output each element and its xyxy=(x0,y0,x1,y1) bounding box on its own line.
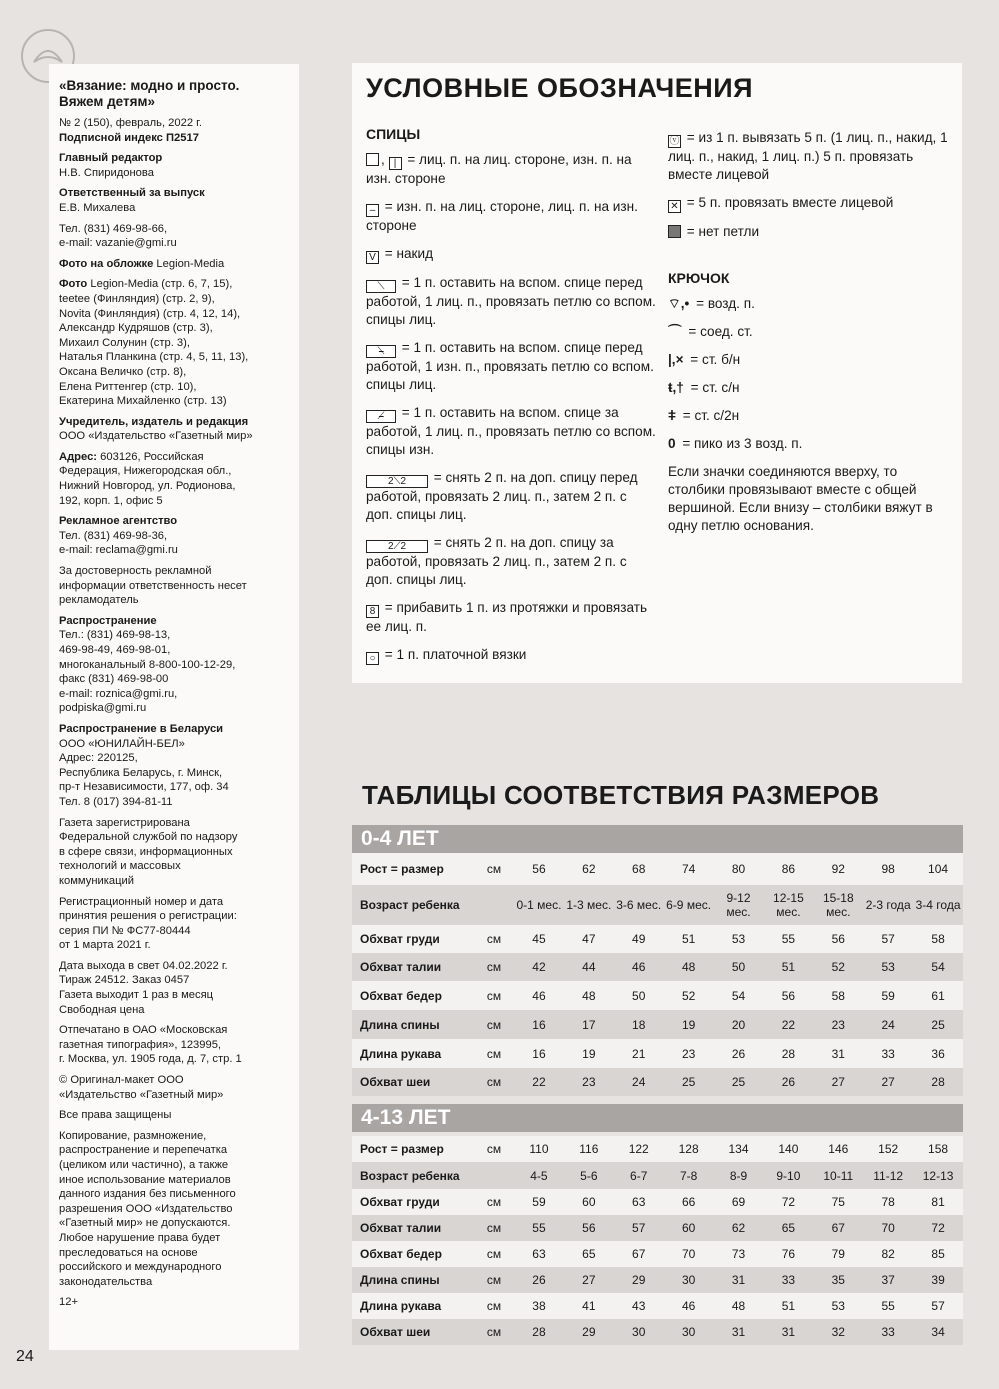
value-cell: 70 xyxy=(881,1221,895,1235)
value-cell: 3-6 мес. xyxy=(616,898,662,912)
value-cell: 31 xyxy=(781,1325,796,1339)
value-cell: 72 xyxy=(781,1195,796,1209)
row-label: Возраст ребенка xyxy=(360,898,460,912)
row-label: Длина рукава xyxy=(360,1299,442,1313)
value-cell: 53 xyxy=(731,932,746,946)
legend-item-text: = 1 п. оставить на вспом. спице перед работой, 1 лиц. п., провязать петлю со вспом. спицы лиц. xyxy=(366,275,656,327)
value-cell: 152 xyxy=(878,1142,899,1156)
legend-item-text: = снять 2 п. на доп. спицу перед работой, провязать 2 лиц. п., затем 2 п. с доп. спицы лиц. xyxy=(366,470,638,522)
value-cell: 15-18 мес. xyxy=(822,891,854,919)
legend-item-text: = изн. п. на лиц. стороне, лиц. п. на изн. стороне xyxy=(366,199,638,233)
table-row xyxy=(352,981,963,1010)
value-cell: 6-7 xyxy=(630,1168,648,1183)
value-cell: 43 xyxy=(632,1299,646,1313)
chart-symbol-icon: 2⟍2 xyxy=(366,475,428,488)
value-cell: 78 xyxy=(881,1195,895,1209)
value-cell: 12-13 xyxy=(922,1168,954,1183)
value-cell: 12-15 мес. xyxy=(773,891,804,919)
value-cell: 48 xyxy=(731,1299,746,1313)
crochet-symbol-icon: 0 xyxy=(668,436,676,451)
printed-at: Отпечатано в ОАО «Московская газетная типография», 123995, г. Москва, ул. 1905 года, д. 7, стр. 1 xyxy=(59,1024,242,1066)
value-cell: 32 xyxy=(831,1325,845,1339)
value-cell: 58 xyxy=(831,988,845,1003)
value-cell: 57 xyxy=(931,1299,945,1313)
value-cell: 55 xyxy=(781,932,796,946)
value-cell: 70 xyxy=(681,1247,696,1261)
value-cell: 110 xyxy=(529,1142,549,1156)
value-cell: 69 xyxy=(731,1195,746,1209)
crochet-item-text: = соед. ст. xyxy=(684,324,753,339)
legend-item xyxy=(668,223,948,241)
value-cell: 28 xyxy=(532,1325,546,1339)
value-cell: 9-10 xyxy=(776,1168,801,1183)
value-cell: 73 xyxy=(731,1247,746,1261)
legend-item-text: = лиц. п. на лиц. стороне, изн. п. на изн. стороне xyxy=(366,152,632,186)
table-row xyxy=(352,1068,963,1096)
chart-symbol-icon xyxy=(366,153,379,166)
size-table-0-4 xyxy=(352,853,963,1096)
value-cell: 26 xyxy=(532,1273,546,1287)
table-row xyxy=(352,885,963,925)
value-cell: 18 xyxy=(632,1017,646,1032)
chart-symbol-icon: ⟋̶ xyxy=(366,410,396,423)
value-cell: 17 xyxy=(582,1017,596,1032)
crochet-symbol-icon: ŧ,† xyxy=(668,380,684,395)
age-rating: 12+ xyxy=(59,1296,78,1309)
founder: Учредитель, издатель и редакция ООО «Издательство «Газетный мир» xyxy=(59,415,253,443)
editor-contacts: Тел. (831) 469-98-66, e-mail: vazanie@gmi.ru xyxy=(59,222,177,250)
legend-item-text: = 5 п. провязать вместе лицевой xyxy=(683,195,894,210)
value-cell: 80 xyxy=(731,862,746,876)
value-cell: 48 xyxy=(582,988,596,1003)
value-cell: 28 xyxy=(931,1075,945,1089)
value-cell: 122 xyxy=(628,1142,649,1156)
unit-cell: см xyxy=(486,1075,502,1089)
value-cell: 19 xyxy=(681,1017,696,1032)
chart-symbol-icon xyxy=(668,225,681,238)
table-row xyxy=(352,925,963,953)
value-cell: 92 xyxy=(831,862,845,876)
value-cell: 26 xyxy=(731,1046,746,1061)
crochet-item-text: = ст. с/н xyxy=(686,380,740,395)
value-cell: 24 xyxy=(632,1075,646,1089)
table-row xyxy=(352,1215,963,1241)
crochet-symbol-icon: ⌔,• xyxy=(668,296,690,311)
value-cell: 49 xyxy=(632,932,646,946)
value-cell: 9-12 мес. xyxy=(726,891,751,919)
row-label: Обхват груди xyxy=(360,1195,440,1209)
unit-cell: см xyxy=(486,988,502,1003)
value-cell: 58 xyxy=(931,932,945,946)
separator: , xyxy=(381,152,389,167)
sizes-title: ТАБЛИЦЫ СООТВЕТСТВИЯ РАЗМЕРОВ xyxy=(362,780,880,810)
value-cell: 31 xyxy=(731,1325,746,1339)
value-cell: 56 xyxy=(781,988,796,1003)
value-cell: 30 xyxy=(681,1325,696,1339)
value-cell: 134 xyxy=(728,1142,749,1156)
registration-info: Газета зарегистрирована Федеральной службой по надзору в сфере связи, информационных технологий и массовых коммуникаций xyxy=(59,816,238,887)
value-cell: 20 xyxy=(731,1017,746,1032)
value-cell: 28 xyxy=(781,1046,796,1061)
unit-cell: см xyxy=(486,932,502,946)
ad-disclaimer: За достоверность рекламной информации ответственность несет рекламодатель xyxy=(59,565,247,607)
value-cell: 31 xyxy=(731,1273,746,1287)
value-cell: 51 xyxy=(781,1299,796,1313)
value-cell: 56 xyxy=(582,1221,596,1235)
ad-agency: Рекламное агентство Тел. (831) 469-98-36, e-mail: reclama@gmi.ru xyxy=(59,515,178,557)
value-cell: 56 xyxy=(831,932,845,946)
value-cell: 21 xyxy=(632,1046,646,1061)
row-label: Обхват шеи xyxy=(360,1075,431,1089)
row-label: Рост = размер xyxy=(360,862,444,876)
value-cell: 4-5 xyxy=(530,1168,548,1183)
crochet-symbol-icon: |,× xyxy=(668,352,684,367)
value-cell: 67 xyxy=(831,1221,845,1235)
value-cell: 29 xyxy=(632,1273,646,1287)
distribution: Распространение Тел.: (831) 469-98-13, 469-98-49, 469-98-01, многоканальный 8-800-100-12-29, факс (831) 469-98-00 e-mail: roznica@gmi.ru, podpiska@gmi.ru xyxy=(59,614,236,715)
legend-item xyxy=(366,245,656,264)
knit-header: СПИЦЫ xyxy=(366,126,421,142)
table-row xyxy=(352,1162,963,1189)
legend-item xyxy=(366,646,656,665)
row-label: Длина спины xyxy=(360,1017,440,1032)
value-cell: 54 xyxy=(931,960,945,974)
knit-items-right xyxy=(668,129,948,241)
chart-symbol-icon: V xyxy=(366,251,379,264)
value-cell: 66 xyxy=(681,1195,696,1209)
unit-cell: см xyxy=(486,1221,502,1235)
value-cell: 35 xyxy=(831,1273,845,1287)
table-row xyxy=(352,953,963,981)
chart-symbol-icon: – xyxy=(366,204,379,217)
value-cell: 6-9 мес. xyxy=(666,898,712,912)
value-cell: 59 xyxy=(881,988,895,1003)
unit-cell: см xyxy=(486,1017,502,1032)
value-cell: 37 xyxy=(881,1273,895,1287)
legend-item-text: = снять 2 п. на доп. спицу за работой, провязать 2 лиц. п., затем 2 п. с доп. спицы лиц. xyxy=(366,535,627,587)
value-cell: 38 xyxy=(532,1299,546,1313)
value-cell: 158 xyxy=(928,1142,949,1156)
value-cell: 56 xyxy=(532,862,546,876)
table-row xyxy=(352,1267,963,1293)
table-row xyxy=(352,1136,963,1162)
value-cell: 86 xyxy=(781,862,796,876)
value-cell: 85 xyxy=(931,1247,945,1261)
magazine-title: «Вязание: модно и просто. Вяжем детям» xyxy=(59,78,240,109)
value-cell: 57 xyxy=(881,932,895,946)
value-cell: 57 xyxy=(632,1221,646,1235)
legend-title: УСЛОВНЫЕ ОБОЗНАЧЕНИЯ xyxy=(366,73,754,103)
value-cell: 46 xyxy=(632,960,646,974)
copy-notice: Копирование, размножение, распространение и перепечатка (целиком или частично), а также иное использование материалов данного издания без письменного разрешения ООО «Издательство «Газетный мир» не допускаются. Любое нарушение права будет преследоваться на основе российского и международного законодательства xyxy=(59,1129,236,1288)
value-cell: 62 xyxy=(582,862,596,876)
value-cell: 16 xyxy=(532,1017,546,1032)
table-header-4-13: 4-13 ЛЕТ xyxy=(352,1104,963,1132)
value-cell: 39 xyxy=(931,1273,945,1287)
value-cell: 42 xyxy=(532,960,546,974)
value-cell: 10-11 xyxy=(823,1168,854,1183)
value-cell: 52 xyxy=(831,960,845,974)
unit-cell: см xyxy=(486,1247,502,1261)
registration-number: Регистрационный номер и дата принятия решения о регистрации: серия ПИ № ФС77-80444 от 1 марта 2021 г. xyxy=(59,895,237,952)
crochet-header: КРЮЧОК xyxy=(668,270,730,286)
value-cell: 60 xyxy=(582,1195,596,1209)
crochet-item xyxy=(668,323,948,341)
value-cell: 79 xyxy=(831,1247,845,1261)
value-cell: 8-9 xyxy=(729,1168,748,1183)
table-row xyxy=(352,1319,963,1345)
value-cell: 50 xyxy=(632,988,646,1003)
value-cell: 22 xyxy=(532,1075,546,1089)
value-cell: 59 xyxy=(532,1195,546,1209)
crochet-symbol-icon: ⌒ xyxy=(668,324,682,339)
value-cell: 72 xyxy=(931,1221,945,1235)
value-cell: 76 xyxy=(781,1247,796,1261)
chart-symbol-icon: 8 xyxy=(366,605,379,618)
value-cell: 44 xyxy=(582,960,596,974)
legend-item-text: = 1 п. оставить на вспом. спице за работой, 1 лиц. п., провязать петлю со вспом. спицы изн. xyxy=(366,405,656,457)
row-label: Длина рукава xyxy=(360,1046,442,1061)
crochet-item xyxy=(668,407,948,425)
unit-cell: см xyxy=(486,862,502,876)
responsible-editor: Ответственный за выпуск Е.В. Михалева xyxy=(59,187,205,214)
table-row xyxy=(352,853,963,885)
value-cell: 128 xyxy=(678,1142,699,1156)
chart-symbol-icon: | xyxy=(389,157,402,170)
value-cell: 22 xyxy=(781,1017,796,1032)
value-cell: 65 xyxy=(781,1221,796,1235)
value-cell: 60 xyxy=(681,1221,696,1235)
unit-cell: см xyxy=(486,1046,502,1061)
row-label: Обхват шеи xyxy=(360,1325,431,1339)
unit-cell xyxy=(474,1162,514,1189)
legend-item-text: = нет петли xyxy=(683,224,760,239)
value-cell: 7-8 xyxy=(679,1168,698,1183)
value-cell: 25 xyxy=(731,1075,746,1089)
value-cell: 81 xyxy=(931,1195,945,1209)
legend-item xyxy=(366,198,656,235)
crochet-item xyxy=(668,435,948,453)
knit-legend-left xyxy=(366,125,656,675)
legend-item xyxy=(366,534,656,589)
table-row xyxy=(352,1189,963,1215)
value-cell: 23 xyxy=(831,1017,845,1032)
chart-symbol-icon: ⟍ xyxy=(366,280,396,293)
value-cell: 63 xyxy=(532,1247,546,1261)
crochet-item-text: = возд. п. xyxy=(692,296,755,311)
legend-item-text: = прибавить 1 п. из протяжки и провязать ее лиц. п. xyxy=(366,600,648,634)
value-cell: 29 xyxy=(582,1325,596,1339)
crochet-item xyxy=(668,379,948,397)
address: Адрес: 603126, Российская Федерация, Нижегородская обл., Нижний Новгород, ул. Родионова, 192, корп. 1, офис 5 xyxy=(59,450,236,507)
crochet-note: Если значки соединяются вверху, то столбики провязывают вместе с общей вершиной. Если внизу – столбики вяжут в одну петлю основания. xyxy=(668,464,933,533)
imprint-column xyxy=(49,64,299,1350)
crochet-items xyxy=(668,295,948,453)
table-row xyxy=(352,1241,963,1267)
value-cell: 41 xyxy=(582,1299,596,1313)
legend-item xyxy=(366,469,656,524)
value-cell: 52 xyxy=(681,988,696,1003)
value-cell: 27 xyxy=(831,1075,845,1089)
value-cell: 82 xyxy=(881,1247,895,1261)
value-cell: 53 xyxy=(831,1299,845,1313)
crochet-item-text: = ст. с/2н xyxy=(678,408,740,423)
value-cell: 61 xyxy=(931,988,945,1003)
table-header-0-4: 0-4 ЛЕТ xyxy=(352,825,963,853)
unit-cell: см xyxy=(486,1195,502,1209)
crochet-item-text: = пико из 3 возд. п. xyxy=(678,436,803,451)
value-cell: 3-4 года xyxy=(915,898,961,912)
value-cell: 31 xyxy=(831,1046,845,1061)
value-cell: 55 xyxy=(532,1221,546,1235)
value-cell: 5-6 xyxy=(580,1168,598,1183)
issue-info: № 2 (150), февраль, 2022 г. Подписной индекс П2517 xyxy=(59,116,289,145)
unit-cell xyxy=(474,885,514,925)
legend-item xyxy=(366,404,656,459)
value-cell: 75 xyxy=(831,1195,845,1209)
legend-item xyxy=(366,274,656,329)
knit-items xyxy=(366,151,656,665)
value-cell: 55 xyxy=(881,1299,895,1313)
chart-symbol-icon: 2⟋2 xyxy=(366,540,428,553)
crochet-item xyxy=(668,351,948,369)
legend-item xyxy=(366,339,656,394)
chart-symbol-icon: ○ xyxy=(366,652,379,665)
value-cell: 98 xyxy=(881,862,895,876)
legend-panel xyxy=(352,63,962,683)
unit-cell: см xyxy=(486,1299,502,1313)
value-cell: 53 xyxy=(881,960,895,974)
legend-item xyxy=(668,129,948,184)
value-cell: 68 xyxy=(632,862,646,876)
value-cell: 67 xyxy=(632,1247,646,1261)
chart-symbol-icon: ⓥ xyxy=(669,136,680,147)
legend-right-column xyxy=(668,129,948,535)
value-cell: 11-12 xyxy=(873,1168,904,1183)
legend-item-text: = 1 п. платочной вязки xyxy=(381,647,527,662)
value-cell: 33 xyxy=(781,1273,796,1287)
value-cell: 26 xyxy=(781,1075,796,1089)
legend-item xyxy=(366,599,656,636)
unit-cell: см xyxy=(486,1325,502,1339)
table-row xyxy=(352,1039,963,1068)
value-cell: 34 xyxy=(931,1325,945,1339)
value-cell: 65 xyxy=(582,1247,596,1261)
row-label: Длина спины xyxy=(360,1273,440,1287)
legend-item-text: = накид xyxy=(381,246,434,261)
value-cell: 146 xyxy=(828,1142,849,1156)
value-cell: 30 xyxy=(632,1325,646,1339)
value-cell: 19 xyxy=(582,1046,596,1061)
row-label: Возраст ребенка xyxy=(360,1168,460,1183)
photo-credits: Фото Legion-Media (стр. 6, 7, 15), teetee (Финляндия) (стр. 2, 9), Novita (Финляндия) (стр. 4, 12, 14), Александр Кудряшов (стр. 3), Михаил Солунин (стр. 3), Наталья Планкина (стр. 4, 5, 11, 13), Оксана Величко (стр. 8), Елена Риттенгер (стр. 10), Екатерина Михайленко (стр. 13) xyxy=(59,278,249,408)
value-cell: 46 xyxy=(532,988,546,1003)
value-cell: 25 xyxy=(931,1017,945,1032)
legend-item-text: = из 1 п. вывязать 5 п. (1 лиц. п., накид, 1 лиц. п., накид, 1 лиц. п.) 5 п. провязать вместе лицевой xyxy=(668,130,948,182)
rights-reserved: Все права защищены xyxy=(59,1109,172,1122)
value-cell: 51 xyxy=(681,932,696,946)
chart-symbol-icon: ✕ xyxy=(668,200,681,213)
value-cell: 23 xyxy=(582,1075,596,1089)
value-cell: 63 xyxy=(632,1195,646,1209)
value-cell: 27 xyxy=(582,1273,596,1287)
value-cell: 74 xyxy=(681,862,696,876)
copyright: © Оригинал-макет ООО «Издательство «Газетный мир» xyxy=(59,1074,224,1101)
value-cell: 47 xyxy=(582,932,596,946)
unit-cell: см xyxy=(486,960,502,974)
value-cell: 116 xyxy=(579,1142,599,1156)
row-label: Рост = размер xyxy=(360,1142,444,1156)
chief-editor: Главный редактор Н.В. Спиридонова xyxy=(59,152,163,179)
subscription-index: Подписной индекс П2517 xyxy=(59,131,199,144)
value-cell: 104 xyxy=(928,862,949,876)
row-label: Обхват талии xyxy=(360,1221,442,1235)
value-cell: 62 xyxy=(731,1221,746,1235)
value-cell: 16 xyxy=(532,1046,546,1061)
unit-cell: см xyxy=(486,1142,502,1156)
table-row xyxy=(352,1010,963,1039)
print-info: Дата выхода в свет 04.02.2022 г. Тираж 24512. Заказ 0457 Газета выходит 1 раз в месяц Свободная цена xyxy=(59,959,228,1016)
crochet-item xyxy=(668,295,948,313)
value-cell: 46 xyxy=(681,1299,696,1313)
distribution-belarus: Распространение в Беларуси ООО «ЮНИЛАЙН-БЕЛ» Адрес: 220125, Республика Беларусь, г. Минск, пр-т Независимости, 177, оф. 34 Тел. 8 (017) 394-81-11 xyxy=(59,722,229,808)
unit-cell: см xyxy=(486,1273,502,1287)
chart-symbol-icon: ⟍̶ xyxy=(366,345,396,358)
cover-photo-credit: Фото на обложке Legion-Media xyxy=(59,257,225,270)
legend-item-text: = 1 п. оставить на вспом. спице перед работой, 1 изн. п., провязать петлю со вспом. спицы лиц. xyxy=(366,340,654,392)
value-cell: 24 xyxy=(881,1017,895,1032)
value-cell: 50 xyxy=(731,960,746,974)
value-cell: 45 xyxy=(532,932,546,946)
crochet-symbol-icon: ǂ xyxy=(668,408,676,423)
value-cell: 48 xyxy=(681,960,696,974)
row-label: Обхват талии xyxy=(360,960,442,974)
value-cell: 2-3 года xyxy=(865,898,911,912)
value-cell: 51 xyxy=(781,960,796,974)
value-cell: 33 xyxy=(881,1325,895,1339)
crochet-item-text: = ст. б/н xyxy=(686,352,741,367)
value-cell: 1-3 мес. xyxy=(566,898,612,912)
size-table-4-13 xyxy=(352,1136,963,1345)
value-cell: 54 xyxy=(731,988,746,1003)
table-row xyxy=(352,1293,963,1319)
value-cell: 33 xyxy=(881,1046,895,1061)
row-label: Обхват бедер xyxy=(360,1247,442,1261)
legend-item xyxy=(668,194,948,213)
value-cell: 0-1 мес. xyxy=(516,898,562,912)
value-cell: 30 xyxy=(681,1273,696,1287)
page-number: 24 xyxy=(16,1348,34,1365)
legend-item xyxy=(366,151,656,188)
value-cell: 23 xyxy=(681,1046,696,1061)
value-cell: 25 xyxy=(681,1075,696,1089)
value-cell: 140 xyxy=(778,1142,799,1156)
value-cell: 27 xyxy=(881,1075,895,1089)
value-cell: 36 xyxy=(931,1046,945,1061)
row-label: Обхват бедер xyxy=(360,988,442,1003)
row-label: Обхват груди xyxy=(360,932,440,946)
